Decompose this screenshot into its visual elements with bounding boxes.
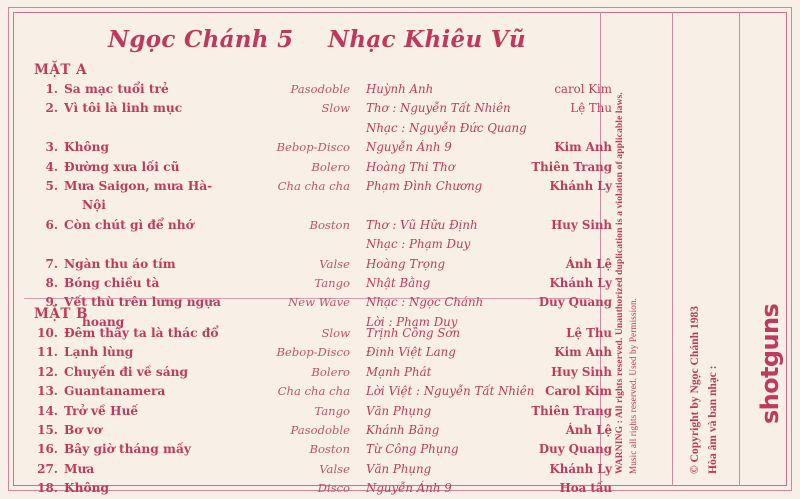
track-singer: Kim Anh bbox=[554, 140, 612, 155]
track-row bbox=[24, 80, 612, 99]
track-row bbox=[24, 382, 612, 401]
track-number: 4. bbox=[45, 159, 58, 174]
track-singer: carol Kim bbox=[554, 82, 612, 96]
track-author: Nguyễn Ánh 9 bbox=[366, 481, 452, 496]
side-b-heading: MẶT B bbox=[34, 306, 89, 322]
track-author: Thơ : Vũ Hữu Định bbox=[366, 217, 478, 232]
track-number: 5. bbox=[45, 178, 58, 193]
track-singer: Carol Kim bbox=[545, 384, 612, 399]
track-row-continuation bbox=[24, 119, 594, 138]
track-singer: Ánh Lệ bbox=[565, 422, 612, 437]
track-row bbox=[24, 177, 612, 196]
track-row bbox=[24, 158, 612, 177]
track-singer: Hoa tấu bbox=[559, 481, 612, 496]
track-author: Lời : Phạm Duy bbox=[366, 314, 458, 329]
track-title: Sa mạc tuổi trẻ bbox=[64, 82, 169, 96]
track-singer: Khánh Ly bbox=[549, 178, 612, 193]
label-brand-logo: shotguns bbox=[756, 303, 784, 424]
track-row bbox=[24, 343, 612, 362]
track-row bbox=[24, 324, 612, 343]
track-title: Guantanamera bbox=[64, 384, 166, 399]
arrangement-credit: Hòa âm và ban nhạc : bbox=[706, 365, 719, 474]
track-number: 15. bbox=[37, 422, 58, 437]
track-title: Trở về Huế bbox=[64, 403, 139, 418]
track-author: Nhạc : Phạm Duy bbox=[366, 237, 471, 252]
track-rhythm: Bolero bbox=[311, 159, 350, 174]
track-row bbox=[24, 138, 612, 157]
copyright-text: © Copyright by Ngọc Chánh 1983 bbox=[688, 305, 701, 474]
album-subtitle: Nhạc Khiêu Vũ bbox=[328, 26, 526, 53]
warning-text-line-2: Music all rights reserved. Used by Permission. bbox=[628, 297, 638, 474]
track-number: 1. bbox=[45, 82, 58, 96]
track-author: Hoàng Thi Thơ bbox=[366, 159, 455, 174]
vertical-divider-2 bbox=[672, 12, 673, 486]
track-title: Còn chút gì để nhớ bbox=[64, 217, 194, 232]
track-row bbox=[24, 421, 612, 440]
track-number: 14. bbox=[37, 403, 58, 418]
track-author: Hoàng Trọng bbox=[366, 256, 446, 271]
track-row bbox=[24, 363, 612, 382]
track-singer: Khánh Ly bbox=[549, 461, 612, 476]
track-title: Bóng chiều tà bbox=[64, 275, 160, 290]
track-rhythm: Boston bbox=[309, 217, 350, 232]
track-title: Mưa bbox=[64, 461, 95, 476]
track-singer: Kim Anh bbox=[554, 345, 612, 360]
album-title: Ngọc Chánh 5 bbox=[108, 26, 294, 53]
track-number: 16. bbox=[37, 442, 58, 457]
track-row bbox=[24, 479, 612, 498]
track-row-continuation bbox=[24, 196, 594, 215]
track-title: Vì tôi là linh mục bbox=[64, 101, 183, 116]
track-row bbox=[24, 216, 612, 235]
track-title: Không bbox=[64, 140, 109, 155]
track-row bbox=[24, 274, 612, 293]
side-a-heading: MẶT A bbox=[34, 62, 88, 78]
track-singer: Thiên Trang bbox=[531, 403, 612, 418]
track-rhythm: Valse bbox=[319, 461, 350, 476]
track-rhythm: Boston bbox=[309, 442, 350, 457]
track-rhythm: Pasodoble bbox=[290, 82, 350, 96]
track-rhythm: New Wave bbox=[288, 295, 350, 310]
side-a-tracklist bbox=[24, 80, 612, 332]
track-number: 2. bbox=[45, 101, 58, 116]
track-rhythm: Tango bbox=[314, 403, 350, 418]
track-title: Vết thù trên lưng ngựa bbox=[64, 295, 221, 310]
vertical-divider-3 bbox=[739, 12, 740, 486]
track-row bbox=[24, 99, 612, 118]
track-title: Đường xưa lối cũ bbox=[64, 159, 180, 174]
track-rhythm: Valse bbox=[319, 256, 350, 271]
track-author: Nhạc : Nguyễn Đức Quang bbox=[366, 120, 527, 135]
track-singer: Thiên Trang bbox=[531, 159, 612, 174]
track-number: 3. bbox=[45, 140, 58, 155]
track-title: Chuyến đi về sáng bbox=[64, 364, 188, 379]
track-rhythm: Bebop-Disco bbox=[276, 140, 350, 155]
track-author: Thơ : Nguyễn Tất Nhiên bbox=[366, 101, 511, 116]
track-rhythm: Cha cha cha bbox=[277, 178, 350, 193]
track-row bbox=[24, 440, 612, 459]
track-singer: Ánh Lệ bbox=[565, 256, 612, 271]
track-rhythm: Tango bbox=[314, 275, 350, 290]
track-row bbox=[24, 293, 612, 312]
track-number: 8. bbox=[45, 275, 58, 290]
track-row bbox=[24, 460, 612, 479]
track-title: Đêm thấy ta là thác đổ bbox=[64, 326, 219, 340]
track-author: Nguyễn Ánh 9 bbox=[366, 140, 452, 155]
track-author: Mạnh Phát bbox=[366, 364, 432, 379]
track-singer: Duy Quang bbox=[538, 295, 612, 310]
track-title: Lạnh lùng bbox=[64, 345, 134, 360]
track-number: 12. bbox=[37, 364, 58, 379]
track-number: 6. bbox=[45, 217, 58, 232]
track-rhythm: Disco bbox=[317, 481, 350, 496]
track-rhythm: Cha cha cha bbox=[277, 384, 350, 399]
track-author: Nhạc : Ngọc Chánh bbox=[366, 295, 484, 310]
track-rhythm: Bebop-Disco bbox=[276, 345, 350, 360]
track-rhythm: Pasodoble bbox=[290, 422, 350, 437]
track-title: Bơ vơ bbox=[64, 422, 102, 437]
track-author: Nhật Bằng bbox=[366, 275, 431, 290]
track-title: Mưa Saigon, mưa Hà- bbox=[64, 178, 213, 193]
track-singer: Lệ Thu bbox=[570, 101, 612, 116]
warning-text-line-1: WARNING : All rights reserved. Unauthorized duplication is a violation of applicable laws. bbox=[614, 92, 625, 474]
track-singer: Khánh Ly bbox=[549, 275, 612, 290]
track-author: Từ Công Phụng bbox=[366, 442, 459, 457]
track-author: Huỳnh Anh bbox=[366, 82, 434, 96]
track-row bbox=[24, 255, 612, 274]
track-rhythm: Bolero bbox=[311, 364, 350, 379]
track-author: Văn Phụng bbox=[366, 461, 432, 476]
track-rhythm: Slow bbox=[321, 326, 350, 340]
track-rhythm: Slow bbox=[321, 101, 350, 116]
track-singer: Lệ Thu bbox=[566, 326, 612, 340]
track-singer: Duy Quang bbox=[538, 442, 612, 457]
track-number: 11. bbox=[37, 345, 58, 360]
track-number: 13. bbox=[37, 384, 58, 399]
track-author: Lời Việt : Nguyễn Tất Nhiên bbox=[366, 384, 535, 399]
track-number: 10. bbox=[37, 326, 58, 340]
track-author: Đinh Việt Lang bbox=[366, 345, 456, 360]
track-title: Nội bbox=[82, 198, 106, 213]
track-title: hoang bbox=[82, 314, 125, 329]
track-title: Bây giờ tháng mấy bbox=[64, 442, 191, 457]
track-title: Không bbox=[64, 481, 109, 496]
track-row bbox=[24, 402, 612, 421]
track-author: Trịnh Công Sơn bbox=[366, 326, 461, 340]
track-row-continuation bbox=[24, 235, 594, 254]
title-row bbox=[40, 26, 580, 60]
track-author: Khánh Băng bbox=[366, 422, 440, 437]
track-number: 18. bbox=[37, 481, 58, 496]
track-title: Ngàn thu áo tím bbox=[64, 256, 176, 271]
side-b-tracklist bbox=[24, 324, 612, 499]
track-singer: Huy Sinh bbox=[551, 217, 612, 232]
track-number: 27. bbox=[37, 461, 58, 476]
track-singer: Huy Sinh bbox=[551, 364, 612, 379]
track-number: 7. bbox=[45, 256, 58, 271]
track-author: Văn Phụng bbox=[366, 403, 432, 418]
track-author: Phạm Đình Chương bbox=[366, 178, 483, 193]
track-number: 9. bbox=[45, 295, 58, 310]
